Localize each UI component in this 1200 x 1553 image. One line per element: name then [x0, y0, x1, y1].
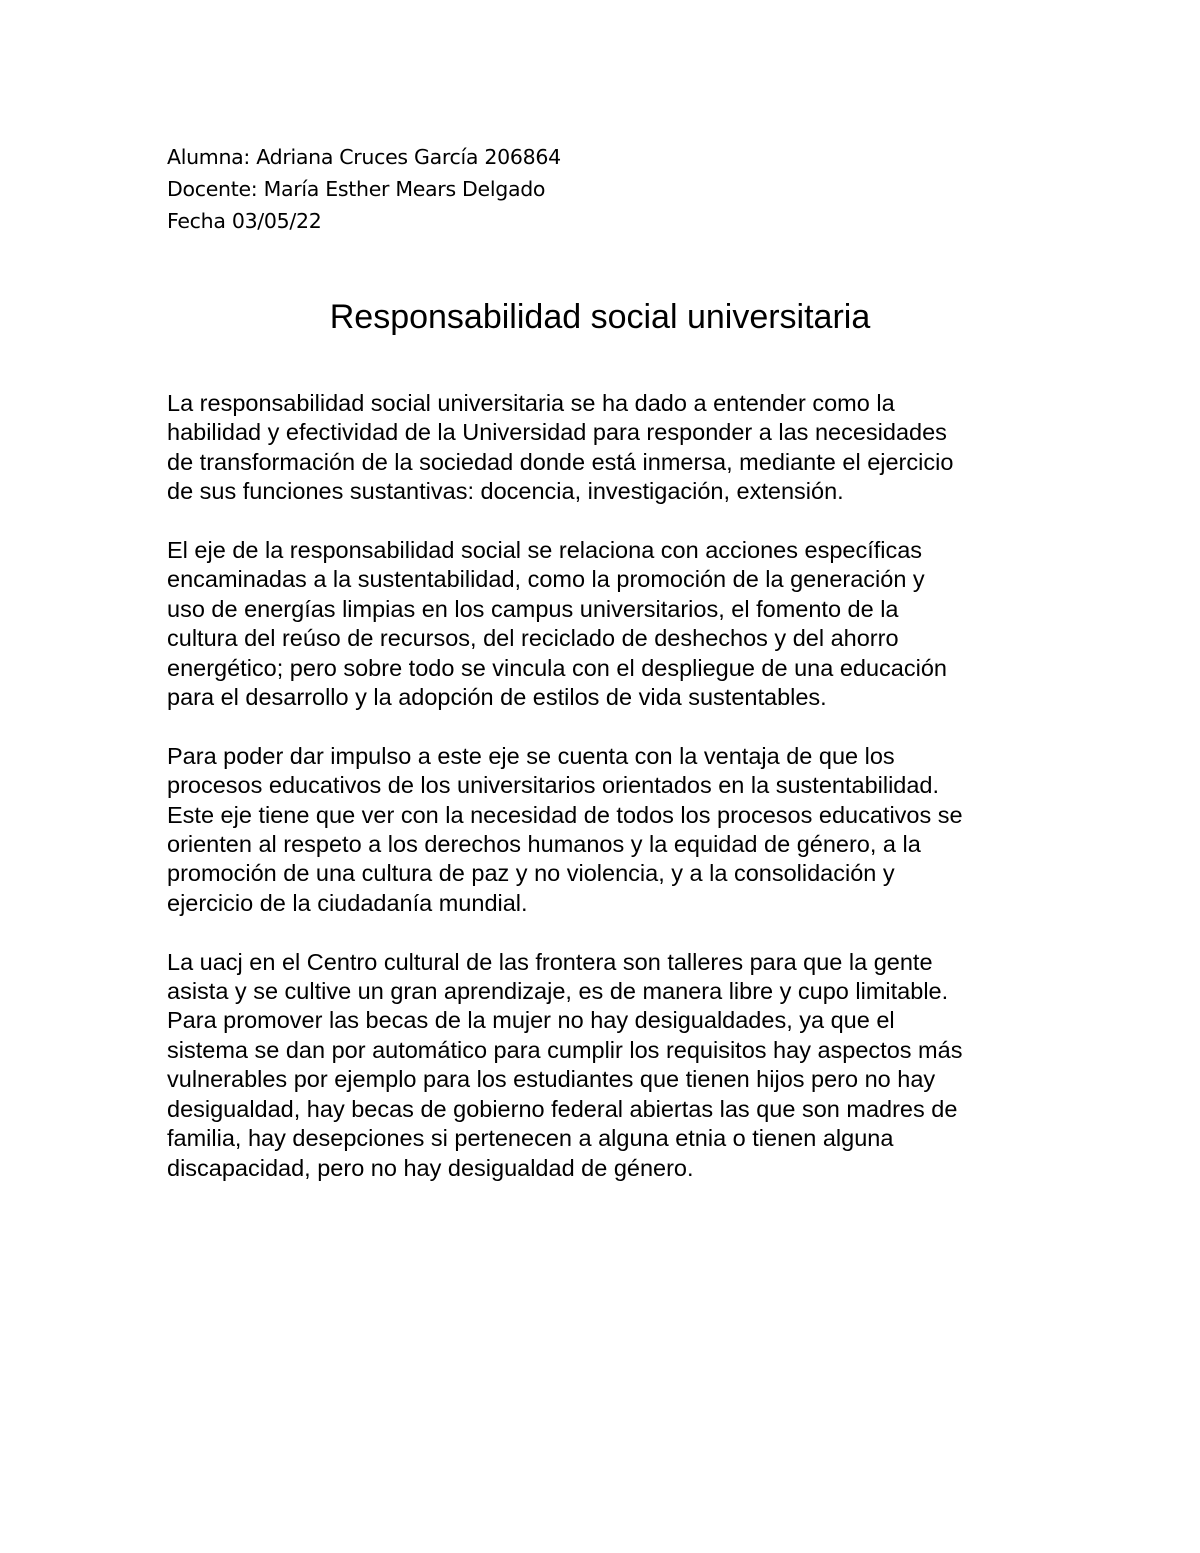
student-line: Alumna: Adriana Cruces García 206864: [167, 145, 561, 169]
text-line: encaminadas a la sustentabilidad, como la promoción de la generación y: [167, 566, 925, 593]
text-line: asista y se cultive un gran aprendizaje, es de manera libre y cupo limitable.: [167, 978, 949, 1005]
paragraph-3: [167, 742, 1047, 918]
paragraph-2: [167, 536, 1047, 712]
text-line: Para poder dar impulso a este eje se cuenta con la ventaja de que los: [167, 742, 895, 769]
text-line: para el desarrollo y la adopción de estilos de vida sustentables.: [167, 684, 827, 711]
text-line: de sus funciones sustantivas: docencia, investigación, extensión.: [167, 478, 844, 505]
text-line: desigualdad, hay becas de gobierno federal abiertas las que son madres de: [167, 1095, 958, 1122]
text-line: promoción de una cultura de paz y no violencia, y a la consolidación y: [167, 860, 895, 887]
paragraph-4: [167, 948, 1047, 1183]
document-header: [167, 141, 561, 237]
paragraph-1: [167, 389, 1047, 507]
text-line: orienten al respeto a los derechos humanos y la equidad de género, a la: [167, 831, 921, 858]
document-body: [167, 389, 1047, 1212]
teacher-line: Docente: María Esther Mears Delgado: [167, 177, 546, 201]
text-line: habilidad y efectividad de la Universidad para responder a las necesidades: [167, 419, 947, 446]
text-line: La uacj en el Centro cultural de las frontera son talleres para que la gente: [167, 948, 933, 975]
text-line: Este eje tiene que ver con la necesidad de todos los procesos educativos se: [167, 801, 963, 828]
text-line: uso de energías limpias en los campus universitarios, el fomento de la: [167, 595, 899, 622]
text-line: sistema se dan por automático para cumplir los requisitos hay aspectos más: [167, 1036, 963, 1063]
text-line: ejercicio de la ciudadanía mundial.: [167, 889, 528, 916]
text-line: familia, hay desepciones si pertenecen a alguna etnia o tienen alguna: [167, 1125, 894, 1152]
text-line: vulnerables por ejemplo para los estudiantes que tienen hijos pero no hay: [167, 1066, 936, 1093]
text-line: procesos educativos de los universitarios orientados en la sustentabilidad.: [167, 772, 940, 799]
date-line: Fecha 03/05/22: [167, 209, 322, 233]
text-line: de transformación de la sociedad donde está inmersa, mediante el ejercicio: [167, 448, 954, 475]
text-line: La responsabilidad social universitaria se ha dado a entender como la: [167, 390, 895, 416]
text-line: El eje de la responsabilidad social se relaciona con acciones específicas: [167, 537, 923, 564]
text-line: cultura del reúso de recursos, del reciclado de deshechos y del ahorro: [167, 625, 899, 652]
text-line: energético; pero sobre todo se vincula con el despliegue de una educación: [167, 654, 947, 681]
document-title: Responsabilidad social universitaria: [329, 298, 871, 336]
text-line: discapacidad, pero no hay desigualdad de género.: [167, 1154, 694, 1181]
text-line: Para promover las becas de la mujer no hay desigualdades, ya que el: [167, 1007, 895, 1034]
